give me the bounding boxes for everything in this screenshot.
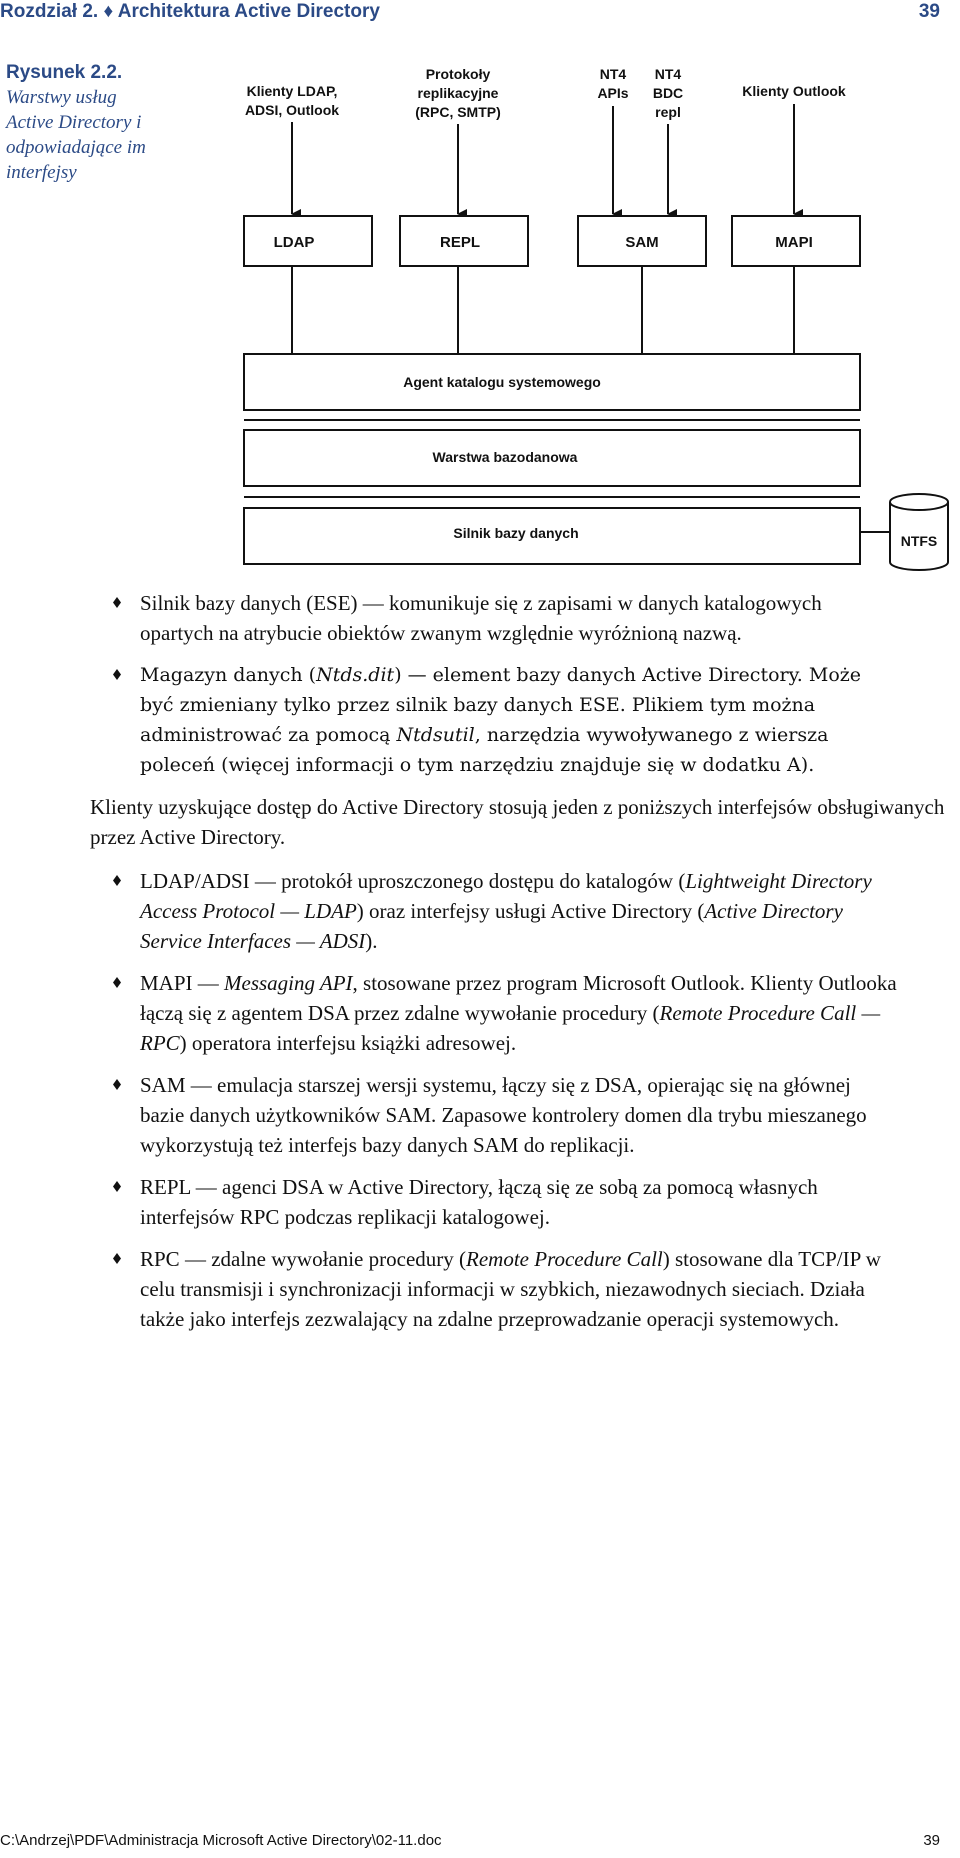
body-text (0, 588, 960, 1346)
bullet-item: Silnik bazy danych (ESE) — komunikuje się z zapisami w danych katalogowych opartych na atrybucie obiektów zwanym względnie wyróżnioną nazwą. (0, 588, 900, 648)
diamond-bullet-icon (113, 1079, 121, 1090)
client-label: NT4 BDC repl (652, 66, 684, 120)
bullet-item: LDAP/ADSI — protokół uproszczonego dostępu do katalogów (Lightweight Directory Access Protocol — LDAP) oraz interfejsy usługi Active Directory (Active Directory Service Interfaces — ADSI). (0, 866, 900, 956)
interface-label: SAM (625, 234, 659, 251)
page-footer (0, 1832, 960, 1856)
intro-paragraph: Klienty uzyskujące dostęp do Active Directory stosują jeden z poniższych interfejsów obsługiwanych przez Active Directory. (90, 795, 945, 849)
interface-label: REPL (439, 234, 481, 251)
bullet-item: Magazyn danych (Ntds.dit) — element bazy danych Active Directory. Może być zmieniany tylko przez silnik bazy danych ESE. Plikiem tym można administrować za pomocą Ntdsutil, narzędzia wywoływanego z wiersza poleceń (więcej informacji o tym narzędziu znajduje się w dodatku A). (0, 660, 900, 780)
ntfs-cylinder-top (890, 494, 948, 510)
bullet-item: REPL — agenci DSA w Active Directory, łączą się ze sobą za pomocą własnych interfejsów RPC podczas replikacji katalogowej. (0, 1172, 900, 1232)
diamond-bullet-icon (113, 597, 121, 608)
diamond-bullet-icon (113, 1181, 121, 1192)
bullet-item: SAM — emulacja starszej wersji systemu, łączy się z DSA, opierając się na głównej bazie danych użytkowników SAM. Zapasowe kontrolery domen dla trybu mieszanego wykorzystują też interfejs bazy danych SAM do replikacji. (0, 1070, 900, 1160)
bullet-item: MAPI — Messaging API, stosowane przez program Microsoft Outlook. Klienty Outlooka łączą się z agentem DSA przez zdalne wywołanie procedury (Remote Procedure Call — RPC) operatora interfejsu książki adresowej. (0, 968, 900, 1058)
caption-text: Warstwy usług Active Directory i odpowiadające im interfejsy (6, 87, 146, 183)
diamond-bullet-icon (113, 977, 121, 988)
layer-label: Warstwa bazodanowa (432, 449, 578, 465)
chapter-title: Rozdział 2. ♦ Architektura Active Directory (0, 1, 380, 22)
footer-page-number: 39 (923, 1832, 940, 1849)
file-path: C:\Andrzej\PDF\Administracja Microsoft Active Directory\02-11.doc (0, 1832, 442, 1849)
client-label: Protokoły replikacyjne (RPC, SMTP) (415, 66, 501, 120)
interface-label: MAPI (775, 234, 813, 251)
layer-label: Agent katalogu systemowego (403, 374, 601, 390)
storage-label: NTFS (900, 533, 938, 549)
header-page-number: 39 (918, 1, 940, 22)
diamond-bullet-icon (113, 875, 121, 886)
client-label: Klienty Outlook (742, 83, 846, 99)
interface-label: LDAP (273, 234, 315, 251)
figure-caption (6, 62, 166, 185)
diamond-bullet-icon (113, 669, 121, 680)
client-label: NT4 APIs (597, 66, 629, 101)
client-label: Klienty LDAP, ADSI, Outlook (244, 83, 340, 118)
diamond-bullet-icon (113, 1253, 121, 1264)
bullet-item: RPC — zdalne wywołanie procedury (Remote Procedure Call) stosowane dla TCP/IP w celu transmisji i synchronizacji informacji w szybkich, niezawodnych sieciach. Działa także jako interfejs zezwalający na zdalne przeprowadzanie operacji systemowych. (0, 1244, 900, 1334)
layer-label: Silnik bazy danych (453, 525, 579, 541)
caption-label: Rysunek 2.2. (6, 62, 123, 83)
